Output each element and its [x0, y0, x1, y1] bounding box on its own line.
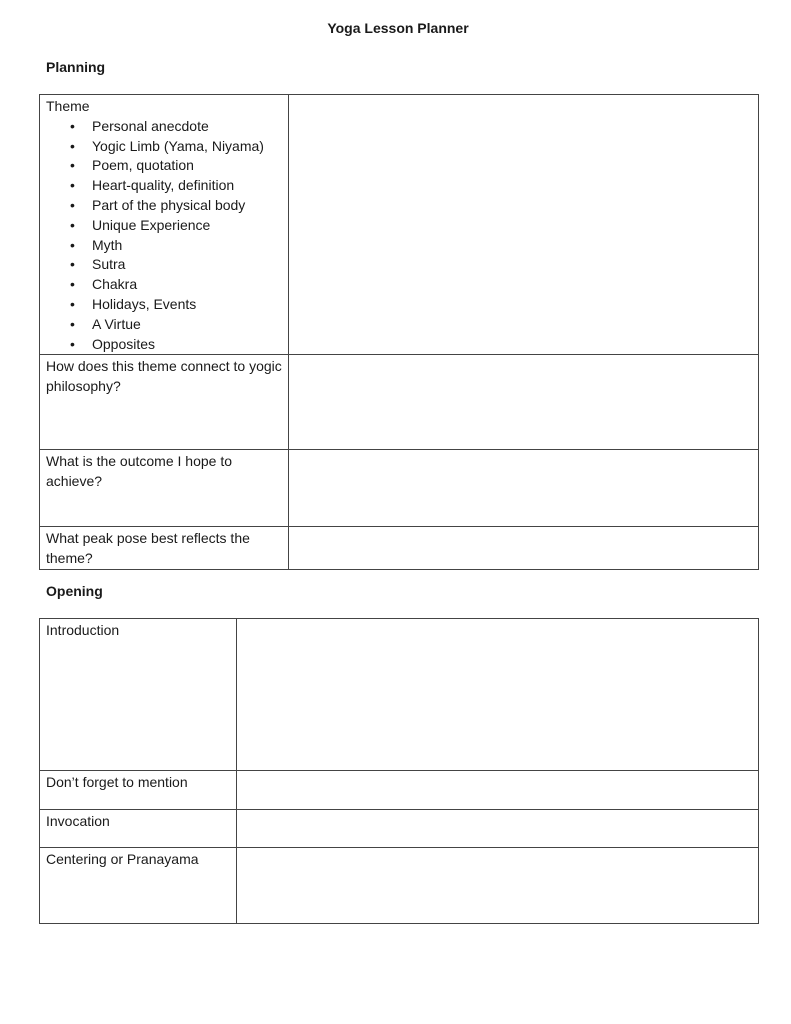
table-row-outcome: [40, 450, 759, 527]
theme-option: • Personal anecdote: [92, 117, 282, 137]
theme-option: • Poem, quotation: [92, 156, 282, 176]
prompt-label-philosophy: How does this theme connect to yogic philosophy?: [40, 355, 289, 450]
table-row-invocation: [40, 810, 759, 848]
prompt-label-theme: Theme: [46, 98, 90, 114]
answer-cell-dont-forget[interactable]: [237, 771, 759, 810]
prompt-label-introduction: Introduction: [40, 619, 237, 771]
prompt-label-dont-forget: Don’t forget to mention: [40, 771, 237, 810]
table-row-theme: [40, 95, 759, 355]
prompt-label-peak-pose: What peak pose best reflects the theme?: [40, 527, 289, 570]
theme-option: • Part of the physical body: [92, 196, 282, 216]
document-title: Yoga Lesson Planner: [327, 20, 469, 36]
theme-options-list: [46, 117, 282, 355]
table-row-peak-pose: [40, 527, 759, 570]
answer-cell-invocation[interactable]: [237, 810, 759, 848]
prompt-label-outcome: What is the outcome I hope to achieve?: [40, 450, 289, 527]
theme-option: • Chakra: [92, 275, 282, 295]
table-row-dont-forget: [40, 771, 759, 810]
theme-option: • Holidays, Events: [92, 295, 282, 315]
theme-option: • A Virtue: [92, 315, 282, 335]
opening-table: [39, 618, 759, 924]
theme-option: • Yogic Limb (Yama, Niyama): [92, 137, 282, 157]
answer-cell-introduction[interactable]: [237, 619, 759, 771]
theme-option: • Heart-quality, definition: [92, 176, 282, 196]
section-heading-planning: Planning: [46, 59, 106, 75]
table-row-centering: [40, 848, 759, 924]
theme-option: • Sutra: [92, 255, 282, 275]
answer-cell-philosophy[interactable]: [289, 355, 759, 450]
answer-cell-theme[interactable]: [289, 95, 759, 355]
theme-option: • Opposites: [92, 335, 282, 355]
answer-cell-centering[interactable]: [237, 848, 759, 924]
prompt-cell: [40, 95, 289, 355]
prompt-label-invocation: Invocation: [40, 810, 237, 848]
answer-cell-outcome[interactable]: [289, 450, 759, 527]
table-row-introduction: [40, 619, 759, 771]
theme-option: • Unique Experience: [92, 216, 282, 236]
prompt-label-centering: Centering or Pranayama: [40, 848, 237, 924]
planning-table: [39, 94, 759, 570]
table-row-philosophy: [40, 355, 759, 450]
answer-cell-peak-pose[interactable]: [289, 527, 759, 570]
theme-option: • Myth: [92, 236, 282, 256]
section-heading-opening: Opening: [46, 583, 103, 599]
